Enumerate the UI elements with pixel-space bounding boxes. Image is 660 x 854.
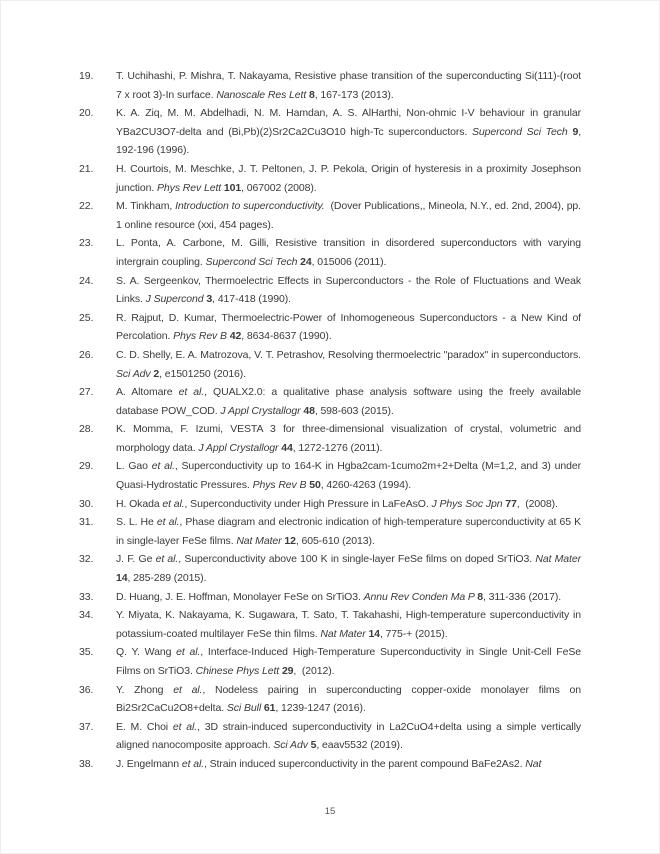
reference-item — [79, 346, 581, 383]
reference-text: D. Huang, J. E. Hoffman, Monolayer FeSe on SrTiO3. Annu Rev Conden Ma P 8, 311-336 (2017). — [116, 590, 562, 603]
reference-text: T. Uchihashi, P. Mishra, T. Nakayama, Resistive phase transition of the superconducting Si(111)-(root 7 x root 3)-In surface. Nanoscale Res Lett 8, 167-173 (2013). — [116, 70, 581, 101]
reference-item — [79, 272, 581, 309]
reference-number: 30. — [79, 497, 94, 510]
reference-item — [79, 104, 581, 160]
reference-number: 23. — [79, 237, 94, 250]
reference-number: 21. — [79, 162, 94, 175]
reference-list — [79, 67, 581, 774]
reference-text: R. Rajput, D. Kumar, Thermoelectric-Power of Inhomogeneous Superconductors - a New Kind of Percolation. Phys Rev B 42, 8634-8637 (1990). — [116, 311, 581, 343]
reference-number: 31. — [79, 516, 94, 529]
reference-item — [79, 755, 581, 774]
reference-number: 35. — [79, 646, 94, 659]
reference-number: 27. — [79, 386, 94, 399]
reference-text: A. Altomare et al., QUALX2.0: a qualitative phase analysis software using the freely available database POW_COD. J Appl Crystallogr 48, 598-603 (2015). — [116, 386, 581, 417]
reference-item — [79, 681, 581, 718]
reference-text: Q. Y. Wang et al., Interface-Induced High-Temperature Superconductivity in Single Unit-Cell FeSe Films on SrTiO3. Chinese Phys Lett 29, (2012). — [116, 646, 581, 677]
reference-item — [79, 383, 581, 420]
page-number: 15 — [324, 806, 336, 817]
reference-number: 28. — [79, 423, 94, 436]
reference-text: J. Engelmann et al., Strain induced superconductivity in the parent compound BaFe2As2. Nat — [116, 757, 542, 770]
reference-number: 19. — [79, 70, 94, 82]
reference-number: 38. — [79, 757, 94, 770]
reference-number: 24. — [79, 274, 94, 287]
reference-item — [79, 160, 581, 197]
reference-text: E. M. Choi et al., 3D strain-induced superconductivity in La2CuO4+delta using a simple vertically aligned nanocomposite approach. Sci Adv 5, eaav5532 (2019). — [116, 720, 581, 752]
reference-item — [79, 197, 581, 234]
reference-text: Y. Miyata, K. Nakayama, K. Sugawara, T. Sato, T. Takahashi, High-temperature superconductivity in potassium-coated multilayer FeSe thin films. Nat Mater 14, 775-+ (2015). — [116, 609, 581, 640]
reference-text: L. Gao et al., Superconductivity up to 164-K in Hgba2cam-1cumo2m+2+Delta (M=1,2, and 3) under Quasi-Hydrostatic Pressures. Phys Rev B 50, 4260-4263 (1994). — [116, 460, 581, 492]
reference-item — [79, 309, 581, 346]
reference-number: 36. — [79, 683, 94, 696]
reference-number: 33. — [79, 590, 94, 603]
reference-number: 25. — [79, 311, 94, 324]
reference-item — [79, 588, 581, 607]
reference-item — [79, 420, 581, 457]
reference-number: 34. — [79, 609, 94, 622]
reference-text: H. Courtois, M. Meschke, J. T. Peltonen, J. P. Pekola, Origin of hysteresis in a proximity Josephson junction. Phys Rev Lett 101, 067002 (2008). — [116, 162, 581, 194]
reference-item — [79, 457, 581, 494]
reference-text: C. D. Shelly, E. A. Matrozova, V. T. Petrashov, Resolving thermoelectric "paradox" in superconductors. Sci Adv 2, e1501250 (2016). — [116, 348, 581, 380]
reference-number: 32. — [79, 553, 94, 566]
reference-item — [79, 606, 581, 643]
reference-item — [79, 495, 581, 514]
reference-text: S. A. Sergeenkov, Thermoelectric Effects in Superconductors - the Role of Fluctuations and Weak Links. J Supercond 3, 417-418 (1990). — [116, 274, 581, 306]
reference-item — [79, 718, 581, 755]
reference-number: 37. — [79, 720, 94, 733]
reference-number: 26. — [79, 348, 94, 361]
reference-text: S. L. He et al., Phase diagram and electronic indication of high-temperature superconductivity at 65 K in single-layer FeSe films. Nat Mater 12, 605-610 (2013). — [116, 516, 581, 547]
reference-number: 22. — [79, 200, 94, 213]
reference-item — [79, 643, 581, 680]
reference-item — [79, 67, 581, 104]
reference-text: H. Okada et al., Superconductivity under High Pressure in LaFeAsO. J Phys Soc Jpn 77, (2008). — [116, 497, 558, 510]
reference-text: K. A. Ziq, M. M. Abdelhadi, N. M. Hamdan, A. S. AlHarthi, Non-ohmic I-V behaviour in granular YBa2CU3O7-delta and (Bi,Pb)(2)Sr2Ca2Cu3O10 high-Tc superconductors. Supercond Sci Tech 9, 192-196 (1996). — [116, 107, 582, 157]
reference-item — [79, 234, 581, 271]
reference-text: L. Ponta, A. Carbone, M. Gilli, Resistive transition in disordered superconductors with varying intergrain coupling. Supercond Sci Tech 24, 015006 (2011). — [116, 237, 581, 268]
reference-number: 29. — [79, 460, 94, 473]
reference-number: 20. — [79, 107, 94, 120]
reference-item — [79, 550, 581, 587]
reference-text: K. Momma, F. Izumi, VESTA 3 for three-dimensional visualization of crystal, volumetric and morphology data. J Appl Crystallogr 44, 1272-1276 (2011). — [116, 423, 581, 454]
reference-item — [79, 513, 581, 550]
reference-text: J. F. Ge et al., Superconductivity above 100 K in single-layer FeSe films on doped SrTiO3. Nat Mater 14, 285-289 (2015). — [116, 553, 582, 585]
reference-text: M. Tinkham, Introduction to superconductivity. (Dover Publications,, Mineola, N.Y., ed. 2nd, 2004), pp. 1 online resource (xxi, 454 pages). — [116, 200, 581, 231]
reference-text: Y. Zhong et al., Nodeless pairing in superconducting copper-oxide monolayer films on Bi2Sr2CaCu2O8+delta. Sci Bull 61, 1239-1247 (2016). — [116, 683, 581, 715]
